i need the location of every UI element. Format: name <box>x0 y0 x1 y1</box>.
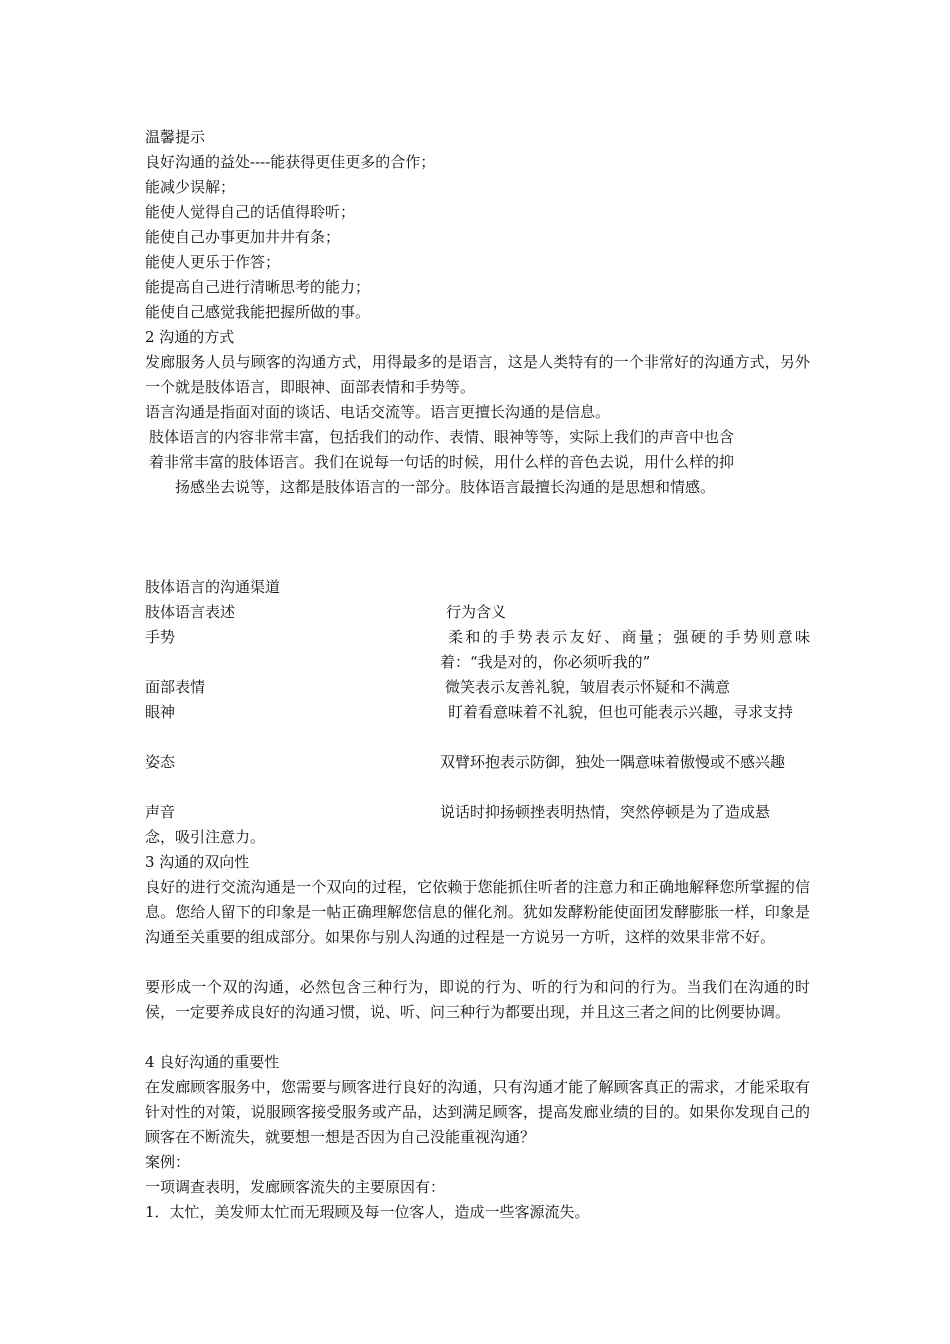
survey-intro: 一项调查表明，发廊顾客流失的主要原因有： <box>145 1178 446 1196</box>
paragraph: 在发廊顾客服务中，您需要与顾客进行良好的沟通，只有沟通才能了解顾客真正的需求，才能采取有针对性的对策，说服顾客接受服务或产品，达到满足顾客，提高发廊业绩的目的。如果你发现自己的顾客在不断流失，就要想一想是否因为自己没能重视沟通？ <box>145 1078 810 1146</box>
table-row-desc-continuation: 念，吸引注意力。 <box>145 828 266 846</box>
table-row-term: 手势 <box>145 628 176 646</box>
section-heading: 4 良好沟通的重要性 <box>145 1053 280 1071</box>
list-item: 1．太忙，美发师太忙而无瑕顾及每一位客人，造成一些客源流失。 <box>145 1203 590 1221</box>
table-row-term: 声音 <box>145 803 176 821</box>
benefit-line: 能使自己办事更加井井有条； <box>145 228 341 246</box>
table-row-desc: 双臂环抱表示防御，独处一隅意味着傲慢或不感兴趣 <box>440 753 786 771</box>
table-row-term: 面部表情 <box>145 678 206 696</box>
paragraph: 良好的进行交流沟通是一个双向的过程，它依赖于您能抓住听者的注意力和正确地解释您所掌握的信息。您给人留下的印象是一帖正确理解您信息的催化剂。犹如发酵粉能使面团发酵膨胀一样，印象是沟通至关重要的组成部分。如果你与别人沟通的过程是一方说另一方听，这样的效果非常不好。 <box>145 878 810 946</box>
benefit-line: 能减少误解； <box>145 178 236 196</box>
table-title: 肢体语言的沟通渠道 <box>145 578 281 596</box>
paragraph: 发廊服务人员与顾客的沟通方式，用得最多的是语言，这是人类特有的一个非常好的沟通方式，另外一个就是肢体语言，即眼神、面部表情和手势等。 <box>145 353 810 396</box>
case-label: 案例： <box>145 1153 191 1171</box>
benefit-line: 良好沟通的益处----能获得更佳更多的合作； <box>145 153 436 171</box>
table-row-desc: 微笑表示友善礼貌，皱眉表示怀疑和不满意 <box>445 678 731 696</box>
benefit-line: 能提高自己进行清晰思考的能力； <box>145 278 371 296</box>
table-header-term: 肢体语言表述 <box>145 603 236 621</box>
table-row-term: 姿态 <box>145 753 176 771</box>
table-header-desc: 行为含义 <box>446 603 507 621</box>
section-heading: 3 沟通的双向性 <box>145 853 250 871</box>
benefit-line: 能使人觉得自己的话值得聆听； <box>145 203 356 221</box>
benefit-line: 能使自己感觉我能把握所做的事。 <box>145 303 371 321</box>
section-heading: 2 沟通的方式 <box>145 328 235 346</box>
table-row-desc: 柔和的手势表示友好、商量；强硬的手势则意味着：“我是对的，你必须听我的” <box>440 628 810 671</box>
table-row-term: 眼神 <box>145 703 176 721</box>
paragraph-line: 着非常丰富的肢体语言。我们在说每一句话的时候，用什么样的音色去说，用什么样的抑 <box>149 453 735 471</box>
table-row-desc: 说话时抑扬顿挫表明热情，突然停顿是为了造成悬 <box>440 803 771 821</box>
paragraph-line: 肢体语言的内容非常丰富，包括我们的动作、表情、眼神等等，实际上我们的声音中也含 <box>149 428 735 446</box>
paragraph-line: 扬感坐去说等，这都是肢体语言的一部分。肢体语言最擅长沟通的是思想和情感。 <box>175 478 716 496</box>
paragraph: 要形成一个双的沟通，必然包含三种行为，即说的行为、听的行为和问的行为。当我们在沟通的时侯，一定要养成良好的沟通习惯，说、听、问三种行为都要出现，并且这三者之间的比例要协调。 <box>145 978 810 1021</box>
tips-title: 温馨提示 <box>145 128 206 146</box>
paragraph: 语言沟通是指面对面的谈话、电话交流等。语言更擅长沟通的是信息。 <box>145 403 611 421</box>
benefit-line: 能使人更乐于作答； <box>145 253 281 271</box>
table-row-desc: 盯着看意味着不礼貌，但也可能表示兴趣，寻求支持 <box>448 703 794 721</box>
